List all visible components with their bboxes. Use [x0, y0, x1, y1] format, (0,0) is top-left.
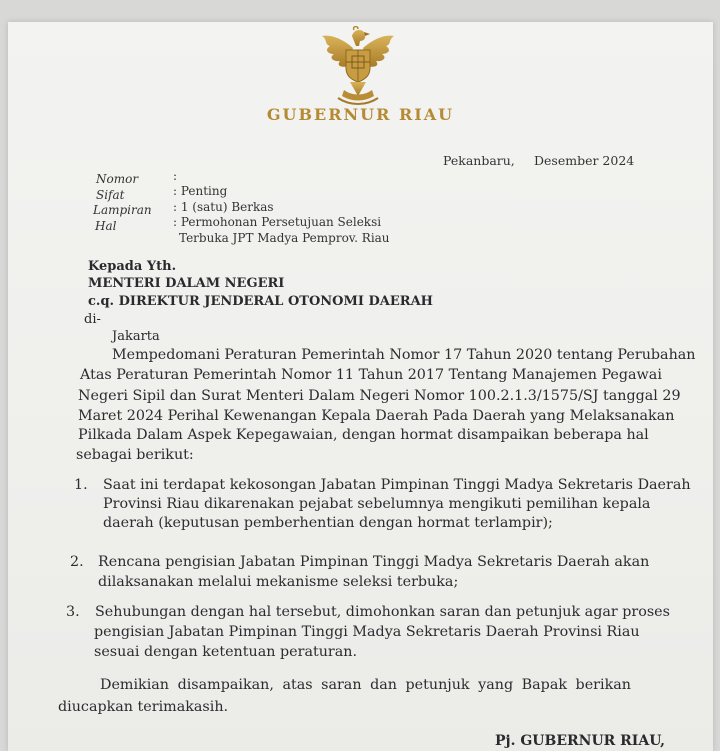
- garuda-emblem-icon: [308, 26, 408, 108]
- list-item-2-line-2: dilaksanakan melalui mekanisme seleksi terbuka;: [98, 574, 459, 590]
- intro-line-3: Negeri Sipil dan Surat Menteri Dalam Negeri Nomor 100.2.1.3/1575/SJ tanggal 29: [78, 388, 681, 404]
- closing-line-2: diucapkan terimakasih.: [58, 699, 229, 715]
- list-item-3-line-3: sesuai dengan ketentuan peraturan.: [94, 644, 358, 660]
- letterhead-title: GUBERNUR RIAU: [266, 105, 455, 124]
- place-city: Pekanbaru,: [443, 153, 515, 168]
- intro-line-4: Maret 2024 Perihal Kewenangan Kepala Daerah Pada Daerah yang Melaksanakan: [78, 408, 675, 424]
- hal-value-line1: : Permohonan Persetujuan Seleksi: [173, 215, 382, 229]
- intro-line-6: sebagai berikut:: [76, 447, 194, 463]
- list-item-1-line-3: daerah (keputusan pemberhentian dengan hormat terlampir);: [103, 515, 553, 531]
- recipient-line1: MENTERI DALAM NEGERI: [88, 276, 285, 291]
- nomor-value: :: [173, 169, 178, 183]
- list-item-3-line-1: Sehubungan dengan hal tersebut, dimohonkan saran dan petunjuk agar proses: [95, 604, 670, 620]
- list-item-3-line-2: pengisian Jabatan Pimpinan Tinggi Madya Sekretaris Daerah Provinsi Riau: [94, 624, 640, 640]
- list-item-2-line-1: Rencana pengisian Jabatan Pimpinan Tinggi Madya Sekretaris Daerah akan: [98, 554, 650, 570]
- lampiran-value: : 1 (satu) Berkas: [173, 200, 274, 214]
- list-item-number: 2.: [70, 554, 84, 570]
- sifat-label: Sifat: [96, 188, 125, 202]
- intro-line-2: Atas Peraturan Pemerintah Nomor 11 Tahun 2017 Tentang Manajemen Pegawai: [80, 367, 662, 383]
- signature-title: Pj. GUBERNUR RIAU,: [495, 733, 666, 749]
- hal-value-line2: Terbuka JPT Madya Pemprov. Riau: [179, 231, 390, 245]
- recipient-di: di-: [84, 312, 101, 327]
- lampiran-label: Lampiran: [93, 203, 152, 217]
- recipient-line2: c.q. DIREKTUR JENDERAL OTONOMI DAERAH: [88, 294, 433, 309]
- recipient-city: Jakarta: [112, 329, 160, 344]
- closing-line-1: Demikian disampaikan, atas saran dan petunjuk yang Bapak berikan: [100, 677, 631, 693]
- list-item-number: 3.: [66, 604, 80, 620]
- letter-page: [8, 22, 713, 751]
- recipient-kepada: Kepada Yth.: [88, 259, 177, 274]
- list-item-1-line-2: Provinsi Riau dikarenakan pejabat sebelumnya mengikuti pemilihan kepala: [103, 496, 651, 512]
- letter-date: Desember 2024: [534, 153, 635, 168]
- nomor-label: Nomor: [96, 172, 139, 186]
- sifat-value: : Penting: [173, 184, 228, 198]
- intro-line-1: Mempedomani Peraturan Pemerintah Nomor 17 Tahun 2020 tentang Perubahan: [112, 347, 696, 363]
- hal-label: Hal: [95, 219, 117, 233]
- list-item-1-line-1: Saat ini terdapat kekosongan Jabatan Pimpinan Tinggi Madya Sekretaris Daerah: [103, 477, 691, 493]
- list-item-number: 1.: [74, 477, 88, 493]
- intro-line-5: Pilkada Dalam Aspek Kepegawaian, dengan hormat disampaikan beberapa hal: [78, 427, 649, 443]
